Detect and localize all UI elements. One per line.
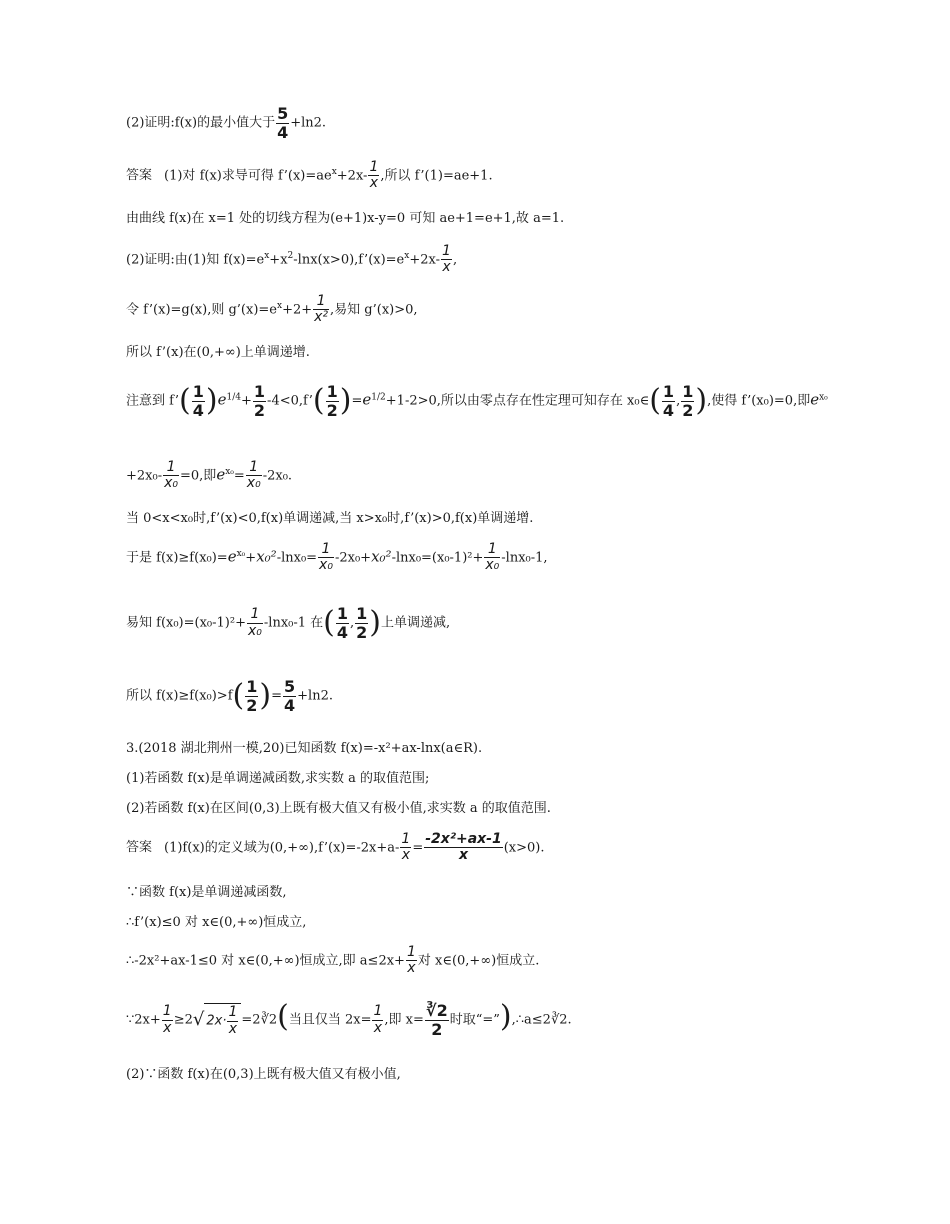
- numerator: 1: [228, 1004, 238, 1021]
- numerator: 1: [682, 382, 694, 401]
- numerator: 1: [326, 382, 338, 401]
- denominator: 4: [336, 622, 349, 642]
- text: =: [412, 840, 424, 856]
- line-16: [126, 832, 545, 864]
- denominator: 4: [192, 400, 204, 420]
- numerator: 1: [356, 604, 368, 623]
- text: 对 x∈(0,+∞)恒成立.: [417, 953, 540, 969]
- denominator: 2: [246, 695, 258, 715]
- line-12: [126, 678, 333, 714]
- text: ,即 x=: [384, 1012, 424, 1028]
- radicand-text: 2x·: [206, 1013, 227, 1029]
- numerator: 1: [247, 607, 263, 623]
- fraction: [227, 1005, 238, 1037]
- line-11: [126, 605, 450, 641]
- numerator: 1: [336, 604, 349, 623]
- fraction: [372, 1004, 383, 1036]
- x0-squared: x₀²: [256, 547, 277, 566]
- text: (2)证明:f(x)的最小值大于: [126, 115, 276, 131]
- line-5: [126, 294, 418, 326]
- numerator: ∛2: [425, 1001, 448, 1020]
- text: -lnx(x>0),f’(x)=e: [293, 252, 405, 268]
- text: 上单调递减,: [381, 615, 451, 631]
- text: ∵2x+: [126, 1012, 161, 1028]
- text: ≥2: [173, 1012, 193, 1028]
- text: +x: [269, 252, 288, 268]
- right-paren: ): [695, 383, 708, 419]
- superscript: x₀: [819, 392, 828, 403]
- fraction: [425, 1002, 449, 1038]
- right-paren: ): [499, 999, 512, 1034]
- answer-label: 答案: [126, 840, 153, 856]
- right-paren: ): [259, 678, 272, 714]
- text: (2)证明:由(1)知 f(x)=e: [126, 252, 265, 268]
- text: ,易知 g’(x)>0,: [330, 302, 418, 318]
- text: +2x₀-: [126, 468, 163, 484]
- numerator: 1: [406, 944, 416, 960]
- denominator: x²: [314, 309, 329, 326]
- text: (2)∵函数 f(x)在(0,3)上既有极大值又有极小值,: [126, 1067, 401, 1082]
- text: ∴-2x²+ax-1≤0 对 x∈(0,+∞)恒成立,即 a≤2x+: [126, 953, 405, 969]
- denominator: x: [228, 1020, 238, 1037]
- denominator: x: [373, 1019, 383, 1036]
- superscript: x₀: [225, 467, 234, 478]
- right-paren: ): [205, 383, 218, 419]
- numerator: 1: [318, 542, 334, 558]
- text: 令 f’(x)=g(x),则 g’(x)=e: [126, 302, 277, 318]
- fraction: [246, 460, 262, 492]
- numerator: 1: [373, 1003, 383, 1020]
- fraction: [441, 244, 452, 276]
- line-6: [126, 346, 310, 359]
- line-18: [126, 916, 306, 929]
- numerator: 5: [277, 104, 289, 123]
- fraction: [162, 1004, 173, 1036]
- problem-heading: 3.(2018 湖北荆州一模,20)已知函数 f(x)=-x²+ax-lnx(a∈R).: [126, 741, 483, 756]
- text: -4<0,f’: [267, 393, 313, 409]
- text: ∵函数 f(x)是单调递减函数,: [126, 885, 287, 900]
- line-10: [126, 542, 548, 574]
- denominator: 4: [662, 400, 675, 420]
- text: 注意到 f’: [126, 393, 180, 409]
- denominator: x: [458, 847, 468, 864]
- equals-e: =: [351, 393, 363, 409]
- fraction: [424, 832, 502, 864]
- denominator: 2: [253, 400, 266, 420]
- text: (1)对 f(x)求导可得 f’(x)=ae: [164, 168, 332, 184]
- text: =: [271, 688, 282, 704]
- text: +2x-: [409, 252, 441, 268]
- text: (1)若函数 f(x)是单调递减函数,求实数 a 的取值范围;: [126, 771, 430, 786]
- radicand: [204, 1003, 241, 1037]
- e-symbol: e: [227, 547, 237, 566]
- text: +: [241, 393, 252, 409]
- text: 所以 f’(x)在(0,+∞)上单调递增.: [126, 345, 310, 360]
- right-paren: ): [339, 383, 352, 419]
- e-symbol: e: [217, 390, 227, 409]
- denominator: 2: [356, 622, 368, 642]
- text: =0,即: [180, 468, 217, 484]
- denominator: x: [407, 960, 416, 977]
- numerator: 5: [284, 677, 296, 696]
- fraction: [336, 605, 349, 641]
- text: 由曲线 f(x)在 x=1 处的切线方程为(e+1)x-y=0 可知 ae+1=e+1,故 a=1.: [126, 211, 565, 226]
- numerator: 1: [192, 382, 204, 401]
- numerator: 1: [401, 831, 411, 847]
- text: +1-2>0,所以由零点存在性定理可知存在 x₀∈: [385, 393, 650, 409]
- cube-root: ∛2.: [550, 1012, 572, 1028]
- fraction: [192, 383, 205, 419]
- fraction: [276, 105, 289, 141]
- denominator: x₀: [247, 622, 262, 639]
- denominator: 4: [277, 122, 289, 142]
- line-8: [126, 460, 292, 492]
- line-9: [126, 512, 533, 525]
- e-symbol: e: [216, 465, 226, 484]
- denominator: 2: [326, 400, 338, 420]
- text: (2)若函数 f(x)在区间(0,3)上既有极大值又有极小值,求实数 a 的取值范围.: [126, 801, 551, 816]
- fraction: [247, 607, 263, 639]
- text: =2: [241, 1012, 261, 1028]
- numerator: 1: [369, 159, 379, 175]
- line-20: [126, 999, 572, 1039]
- left-paren: (: [277, 999, 289, 1034]
- numerator: 1: [253, 382, 266, 401]
- numerator: 1: [442, 243, 451, 259]
- superscript: 1/2: [371, 392, 386, 403]
- line-2: [126, 160, 493, 192]
- text: +ln2.: [290, 115, 327, 131]
- line-21: [126, 1068, 401, 1081]
- line-19: [126, 945, 539, 977]
- line-14: [126, 772, 429, 785]
- e-symbol: e: [810, 390, 820, 409]
- text: (x>0).: [503, 840, 545, 856]
- denominator: x: [369, 175, 379, 192]
- cube-root: ∛2: [260, 1012, 278, 1028]
- denominator: x: [442, 259, 451, 276]
- text: -lnx₀-1 在: [263, 615, 324, 631]
- comma: ,: [676, 393, 681, 409]
- fraction: [681, 383, 694, 419]
- line-13: [126, 742, 482, 755]
- comma: ,: [350, 615, 355, 631]
- answer-label: 答案: [126, 168, 153, 184]
- line-1: [126, 105, 326, 141]
- line-17: [126, 886, 287, 899]
- numerator: 1: [662, 382, 675, 401]
- text: =: [233, 468, 245, 484]
- numerator: 1: [162, 1003, 172, 1020]
- numerator: 1: [313, 294, 329, 310]
- fraction: [368, 160, 379, 192]
- denominator: 4: [284, 695, 296, 715]
- denominator: x₀: [164, 475, 179, 492]
- fraction: [318, 542, 334, 574]
- text: -2x₀+: [334, 550, 372, 566]
- superscript: x: [264, 251, 270, 262]
- left-paren: (: [179, 383, 191, 419]
- line-3: [126, 212, 564, 225]
- fraction: [406, 945, 417, 977]
- text: -lnx₀=(x₀-1)²+: [391, 550, 484, 566]
- text: -lnx₀-1,: [501, 550, 548, 566]
- line-4: [126, 244, 457, 276]
- text: 易知 f(x₀)=(x₀-1)²+: [126, 615, 246, 631]
- denominator: x₀: [485, 557, 500, 574]
- text: ,所以 f’(1)=ae+1.: [380, 168, 493, 184]
- fraction: [163, 460, 179, 492]
- denominator: x: [401, 847, 411, 864]
- fraction: [355, 605, 368, 641]
- text: -lnx₀=: [276, 550, 318, 566]
- fraction: [662, 383, 675, 419]
- numerator: -2x²+ax-1: [425, 831, 502, 847]
- x0-squared: x₀²: [371, 547, 392, 566]
- numerator: 1: [246, 677, 258, 696]
- fraction: [400, 832, 411, 864]
- text: ,使得 f’(x₀)=0,即: [707, 393, 811, 409]
- denominator: x₀: [246, 475, 261, 492]
- denominator: x₀: [319, 557, 333, 574]
- radical-sign: √: [192, 1009, 205, 1031]
- fraction: [245, 678, 258, 714]
- text: +2x-: [336, 168, 368, 184]
- fraction: [326, 383, 339, 419]
- text: ,: [452, 252, 458, 268]
- fraction: [313, 294, 329, 326]
- fraction: [484, 542, 500, 574]
- denominator: x: [163, 1019, 172, 1036]
- left-paren: (: [312, 383, 325, 419]
- fraction: [283, 678, 296, 714]
- superscript: x: [331, 167, 337, 178]
- fraction: [253, 383, 266, 419]
- text: +: [245, 550, 257, 566]
- text: 于是 f(x)≥f(x₀)=: [126, 550, 228, 566]
- text: -2x₀.: [262, 468, 293, 484]
- text: 所以 f(x)≥f(x₀)>f: [126, 688, 233, 704]
- text: +2+: [282, 302, 313, 318]
- text: 当 0<x<x₀时,f’(x)<0,f(x)单调递减,当 x>x₀时,f’(x)>0,f(x)单调递增.: [126, 511, 534, 526]
- text: +ln2.: [297, 688, 333, 704]
- superscript: x: [276, 301, 283, 312]
- right-paren: ): [369, 605, 382, 641]
- superscript: x₀: [236, 549, 246, 560]
- left-paren: (: [323, 605, 335, 641]
- text: 时取“=”: [449, 1012, 500, 1028]
- numerator: 1: [163, 460, 179, 476]
- numerator: 1: [246, 460, 262, 476]
- superscript: 2: [287, 251, 294, 262]
- line-7: [126, 383, 828, 419]
- left-paren: (: [232, 678, 245, 714]
- text: (1)f(x)的定义域为(0,+∞),f’(x)=-2x+a-: [164, 840, 400, 856]
- denominator: 2: [431, 1019, 443, 1039]
- numerator: 1: [484, 542, 500, 558]
- text: ∴f’(x)≤0 对 x∈(0,+∞)恒成立,: [126, 915, 307, 930]
- text: ,∴a≤2: [511, 1012, 551, 1028]
- line-15: [126, 802, 551, 815]
- e-symbol: e: [362, 390, 372, 409]
- denominator: 2: [682, 400, 694, 420]
- text: 当且仅当 2x=: [288, 1012, 372, 1028]
- left-paren: (: [649, 383, 661, 419]
- superscript: 1/4: [226, 392, 241, 403]
- superscript: x: [404, 251, 410, 262]
